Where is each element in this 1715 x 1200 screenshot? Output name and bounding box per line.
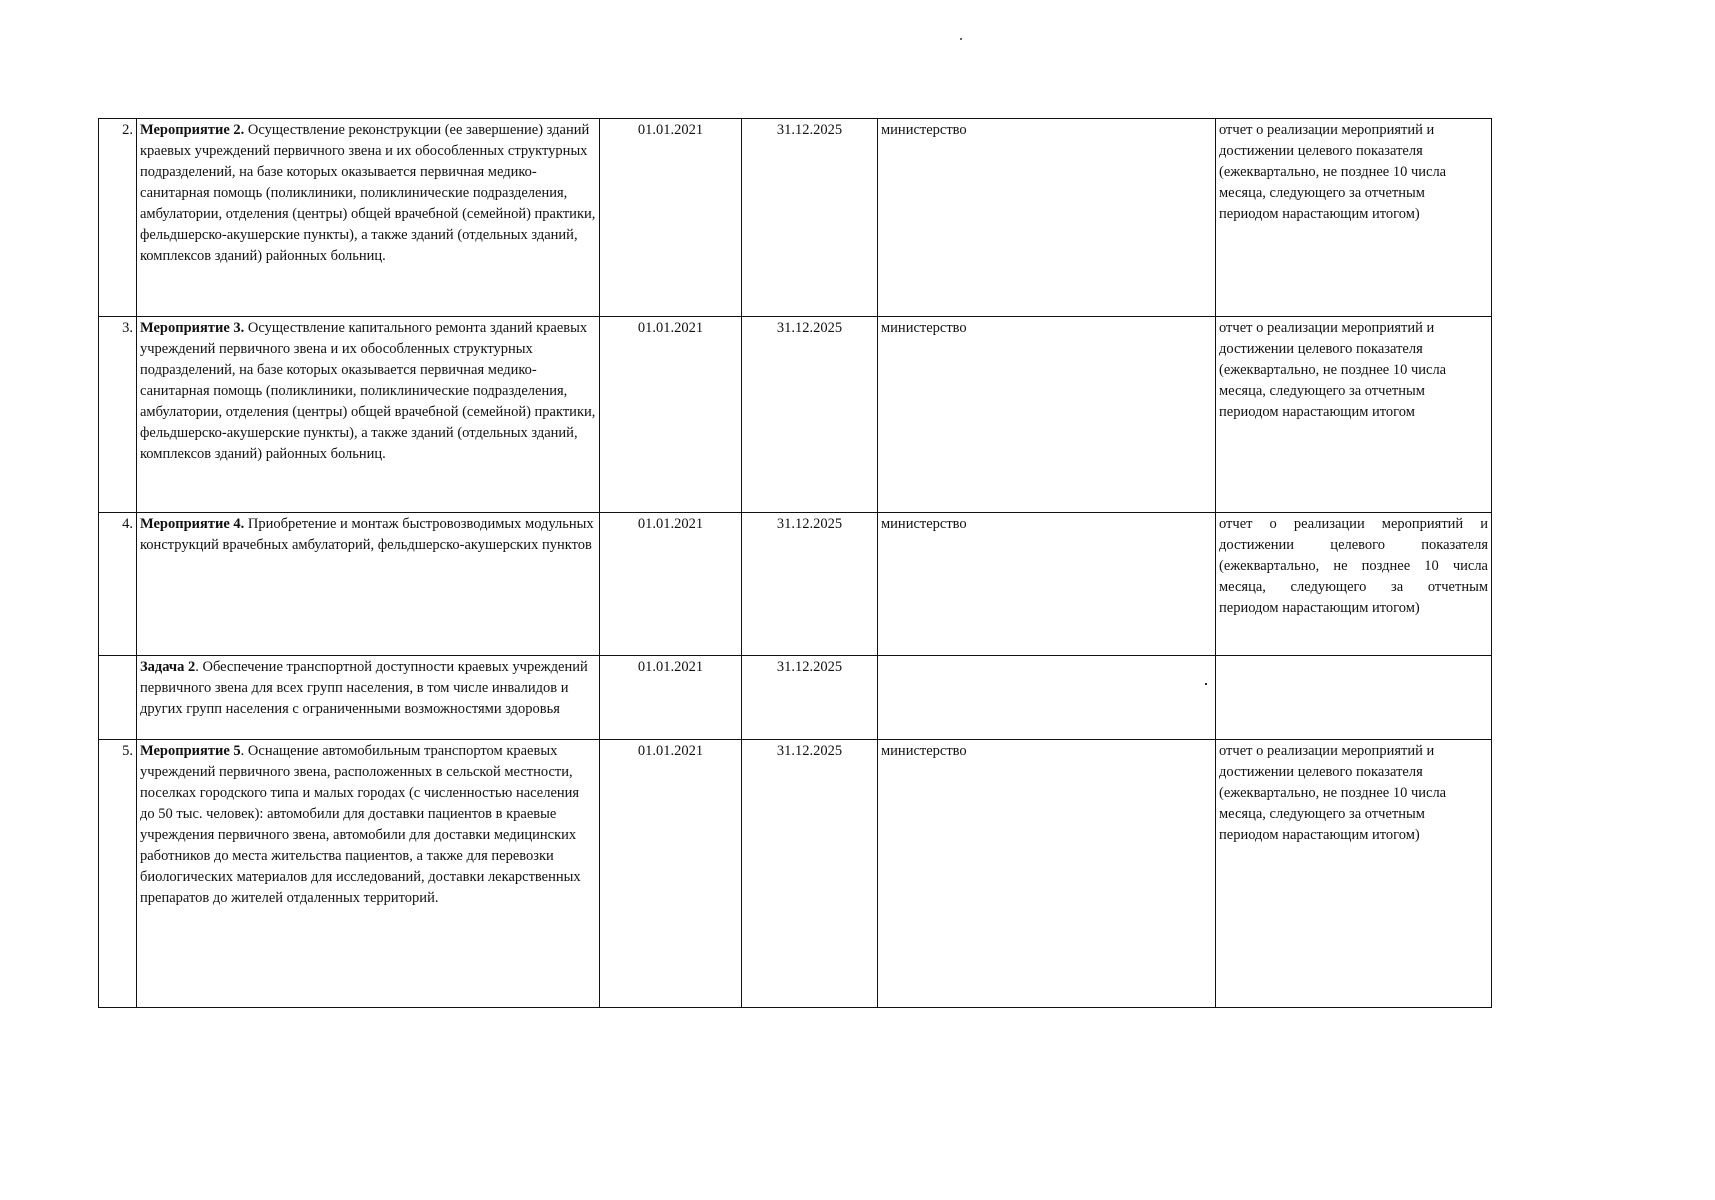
start-date: 01.01.2021 <box>600 513 742 656</box>
activity-text: Приобретение и монтаж быстровозводимых модульных конструкций врачебных амбулаторий, фельдшерско-акушерских пунктов <box>140 516 594 553</box>
row-number: 3. <box>99 317 137 513</box>
end-date: 31.12.2025 <box>742 656 878 740</box>
end-date: 31.12.2025 <box>742 317 878 513</box>
table-row <box>99 317 1492 513</box>
responsible: министерство <box>878 513 1216 656</box>
table-row <box>99 740 1492 1008</box>
activity-text: Осуществление реконструкции (ее завершение) зданий краевых учреждений первичного звена и их обособленных структурных подразделений, на базе которых оказывается первичная медико-санитарная помощь (поликлиники, поликлинические подразделения, амбулатории, отделения (центры) общей врачебной (семейной) практики, фельдшерско-акушерские пункты), а также зданий (отдельных зданий, комплексов зданий) районных больниц. <box>140 122 596 264</box>
activity-description <box>137 513 600 656</box>
report-form: отчет о реализации мероприятий и достижении целевого показателя (ежеквартально, не позднее 10 числа месяца, следующего за отчетным периодом нарастающим итогом) <box>1216 119 1492 317</box>
activity-title: Мероприятие 3. <box>140 320 245 336</box>
row-number: 4. <box>99 513 137 656</box>
start-date: 01.01.2021 <box>600 656 742 740</box>
end-date: 31.12.2025 <box>742 740 878 1008</box>
activity-text: . Оснащение автомобильным транспортом краевых учреждений первичного звена, расположенных в сельской местности, поселках городского типа и малых городах (с численностью населения до 50 тыс. человек): автомобили для доставки пациентов в краевые учреждения первичного звена, автомобили для доставки медицинских работников до места жительства пациентов, а также для перевозки биологических материалов для исследований, доставки лекарственных препаратов до жителей отдаленных территорий. <box>140 743 581 906</box>
responsible: министерство <box>878 317 1216 513</box>
task-description <box>137 656 600 740</box>
activities-table <box>98 118 1492 1008</box>
start-date: 01.01.2021 <box>600 317 742 513</box>
report-form: отчет о реализации мероприятий и достижении целевого показателя (ежеквартально, не позднее 10 числа месяца, следующего за отчетным периодом нарастающим итогом <box>1216 317 1492 513</box>
start-date: 01.01.2021 <box>600 119 742 317</box>
responsible <box>878 656 1216 740</box>
table-row <box>99 513 1492 656</box>
table-row <box>99 656 1492 740</box>
row-number: 5. <box>99 740 137 1008</box>
table-row <box>99 119 1492 317</box>
task-text: . Обеспечение транспортной доступности краевых учреждений первичного звена для всех групп населения, в том числе инвалидов и других групп населения с ограниченными возможностями здоровья <box>140 659 588 717</box>
activity-title: Мероприятие 2. <box>140 122 245 138</box>
start-date: 01.01.2021 <box>600 740 742 1008</box>
end-date: 31.12.2025 <box>742 119 878 317</box>
row-number: 2. <box>99 119 137 317</box>
report-form: отчет о реализации мероприятий и достижении целевого показателя (ежеквартально, не позднее 10 числа месяца, следующего за отчетным периодом нарастающим итогом) <box>1216 513 1492 656</box>
activity-text: Осуществление капитального ремонта зданий краевых учреждений первичного звена и их обособленных структурных подразделений, на базе которых оказывается первичная медико-санитарная помощь (поликлиники, поликлинические подразделения, амбулатории, отделения (центры) общей врачебной (семейной) практики, фельдшерско-акушерские пункты), а также зданий (отдельных зданий, комплексов зданий) районных больниц. <box>140 320 596 462</box>
row-number <box>99 656 137 740</box>
report-form <box>1216 656 1492 740</box>
page-mark <box>960 38 962 40</box>
activity-description <box>137 317 600 513</box>
activity-description <box>137 119 600 317</box>
scan-speck <box>1205 683 1207 685</box>
end-date: 31.12.2025 <box>742 513 878 656</box>
activity-title: Мероприятие 5 <box>140 743 241 759</box>
activity-description <box>137 740 600 1008</box>
responsible: министерство <box>878 119 1216 317</box>
report-form: отчет о реализации мероприятий и достижении целевого показателя (ежеквартально, не позднее 10 числа месяца, следующего за отчетным периодом нарастающим итогом) <box>1216 740 1492 1008</box>
responsible: министерство <box>878 740 1216 1008</box>
task-title: Задача 2 <box>140 659 196 675</box>
activity-title: Мероприятие 4. <box>140 516 245 532</box>
